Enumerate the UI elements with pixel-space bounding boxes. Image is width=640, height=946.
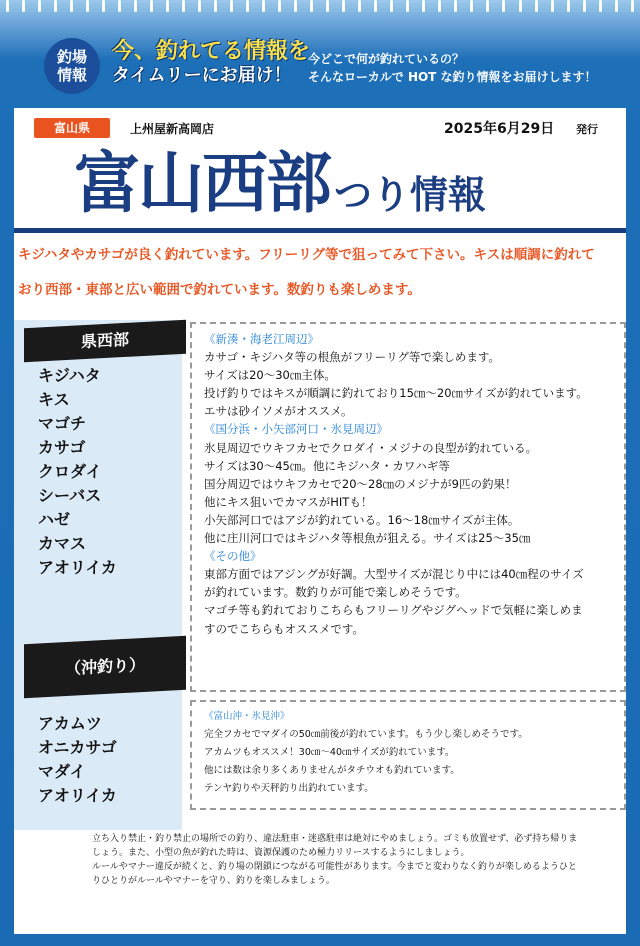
- report-line: すのでこちらもオススメです。: [204, 621, 364, 636]
- tagline-line-2: そんなローカルで HOT な釣り情報をお届けします！: [308, 70, 597, 84]
- area-heading: 《国分浜・小矢部河口・氷見周辺》: [204, 422, 388, 437]
- list-item: マゴチ: [38, 414, 87, 433]
- list-item: アオリイカ: [38, 558, 117, 577]
- area-heading: 《その他》: [204, 549, 262, 564]
- prefecture-tag: 富山県: [34, 118, 110, 138]
- slogan: [112, 40, 312, 88]
- report-line: カサゴ・キジハタ等の根魚がフリーリグ等で楽しめます。: [204, 350, 501, 365]
- list-item: キス: [38, 390, 70, 409]
- offshore-heading: （沖釣り）: [24, 636, 186, 698]
- report-line: 国分周辺ではウキフカセで20～28㎝のメジナが9匹の釣果！: [204, 476, 517, 491]
- title-sub: つり情報: [334, 173, 487, 217]
- issue-date: 2025年6月29日: [444, 121, 555, 137]
- tagline-line-1: 今どこで何が釣れているの？: [308, 52, 465, 66]
- report-line: 他にキス狙いでカマスがHITも！: [204, 494, 373, 509]
- area-heading: 《富山沖・氷見沖》: [204, 711, 290, 722]
- list-item: アオリイカ: [38, 786, 117, 805]
- badge-line-1: 釣場: [56, 48, 87, 66]
- list-item: ハゼ: [38, 510, 71, 529]
- report-line: 他には数は余り多くありませんがタチウオも釣れています。: [204, 765, 460, 777]
- report-line: マゴチ等も釣れておりこちらもフリーリグやジグヘッドで気軽に楽しめま: [204, 603, 583, 618]
- notice-line: 立ち入り禁止・釣り禁止の場所での釣り、違法駐車・迷惑駐車は絶対にやめましょう。ゴミも放置せず、必ず持ち帰りま: [92, 834, 578, 844]
- west-report-box: [190, 322, 626, 692]
- report-card: [14, 108, 626, 934]
- offshore-report-lines: [192, 702, 624, 798]
- fish-list-column: [14, 320, 182, 830]
- report-line: サイズは30～45㎝。他にキジハタ・カワハギ等: [204, 458, 450, 473]
- binder-rings: [0, 0, 640, 14]
- summary-line-2: おり西部・東部と広い範囲で釣れています。数釣りも楽しめます。: [18, 282, 421, 298]
- west-heading: 県西部: [24, 320, 186, 362]
- notice: [92, 832, 612, 888]
- list-item: アカムツ: [38, 714, 102, 733]
- report-line: 東部方面ではアジングが好調。大型サイズが混じり中には40㎝程のサイズ: [204, 567, 584, 582]
- issued-label: 発行: [576, 123, 598, 136]
- notice-line: りひとりがルールやマナーを守り、釣りを楽しみましょう。: [92, 876, 335, 886]
- slogan-line-1: 今、釣れてる情報を: [112, 39, 311, 64]
- list-item: シーバス: [38, 486, 102, 505]
- fishing-info-badge: [44, 38, 100, 94]
- badge-line-2: 情報: [56, 66, 87, 84]
- report-line: サイズは20～30㎝主体。: [204, 368, 336, 383]
- west-fish-list: [38, 364, 117, 580]
- header: [0, 18, 640, 100]
- notice-line: しょう。また、小型の魚が釣れた時は、資源保護のため極力リリースするようにしましょう。: [92, 848, 470, 858]
- page-title: [74, 140, 486, 224]
- slogan-line-2: タイムリーにお届け！: [112, 65, 292, 86]
- summary: [18, 238, 622, 308]
- tagline: [308, 50, 597, 86]
- list-item: オニカサゴ: [38, 738, 117, 757]
- offshore-report-box: [190, 700, 626, 810]
- area-heading: 《新湊・海老江周辺》: [204, 332, 319, 346]
- store-name: 上州屋新高岡店: [130, 122, 215, 136]
- summary-line-1: キジハタやカサゴが良く釣れています。フリーリグ等で狙ってみて下さい。キスは順調に釣れて: [18, 247, 595, 263]
- title-divider: [14, 228, 626, 233]
- report-line: 他に庄川河口ではキジハタ等根魚が狙える。サイズは25～35㎝: [204, 531, 531, 546]
- report-line: 小矢部河口ではアジが釣れている。16～18㎝サイズが主体。: [204, 512, 520, 527]
- report-line: 投げ釣りではキスが順調に釣れており15㎝～20㎝サイズが釣れています。: [204, 386, 588, 401]
- list-item: カサゴ: [38, 438, 86, 457]
- list-item: カマス: [38, 534, 87, 553]
- report-line: 完全フカセでマダイの50㎝前後が釣れています。もう少し楽しめそうです。: [204, 729, 528, 741]
- list-item: マダイ: [38, 762, 86, 781]
- offshore-fish-list: [38, 712, 117, 808]
- list-item: キジハタ: [38, 366, 101, 385]
- report-line: テンヤ釣りや天秤釣り出釣れています。: [204, 783, 374, 795]
- report-line: 氷見周辺でウキフカセでクロダイ・メジナの良型が釣れている。: [204, 440, 538, 455]
- report-line: が釣れています。数釣りが可能で楽しめそうです。: [204, 585, 467, 600]
- title-main: 富山西部: [74, 145, 330, 222]
- list-item: クロダイ: [38, 462, 102, 481]
- west-report-lines: [192, 324, 624, 638]
- report-line: エサは砂イソメがオススメ。: [204, 404, 353, 419]
- report-line: アカムツもオススメ！30㎝～40㎝サイズが釣れています。: [204, 747, 455, 759]
- notice-line: ルールやマナー違反が続くと、釣り場の閉鎖につながる可能性があります。今までと変わりなく釣りが楽しめるようひと: [92, 862, 577, 872]
